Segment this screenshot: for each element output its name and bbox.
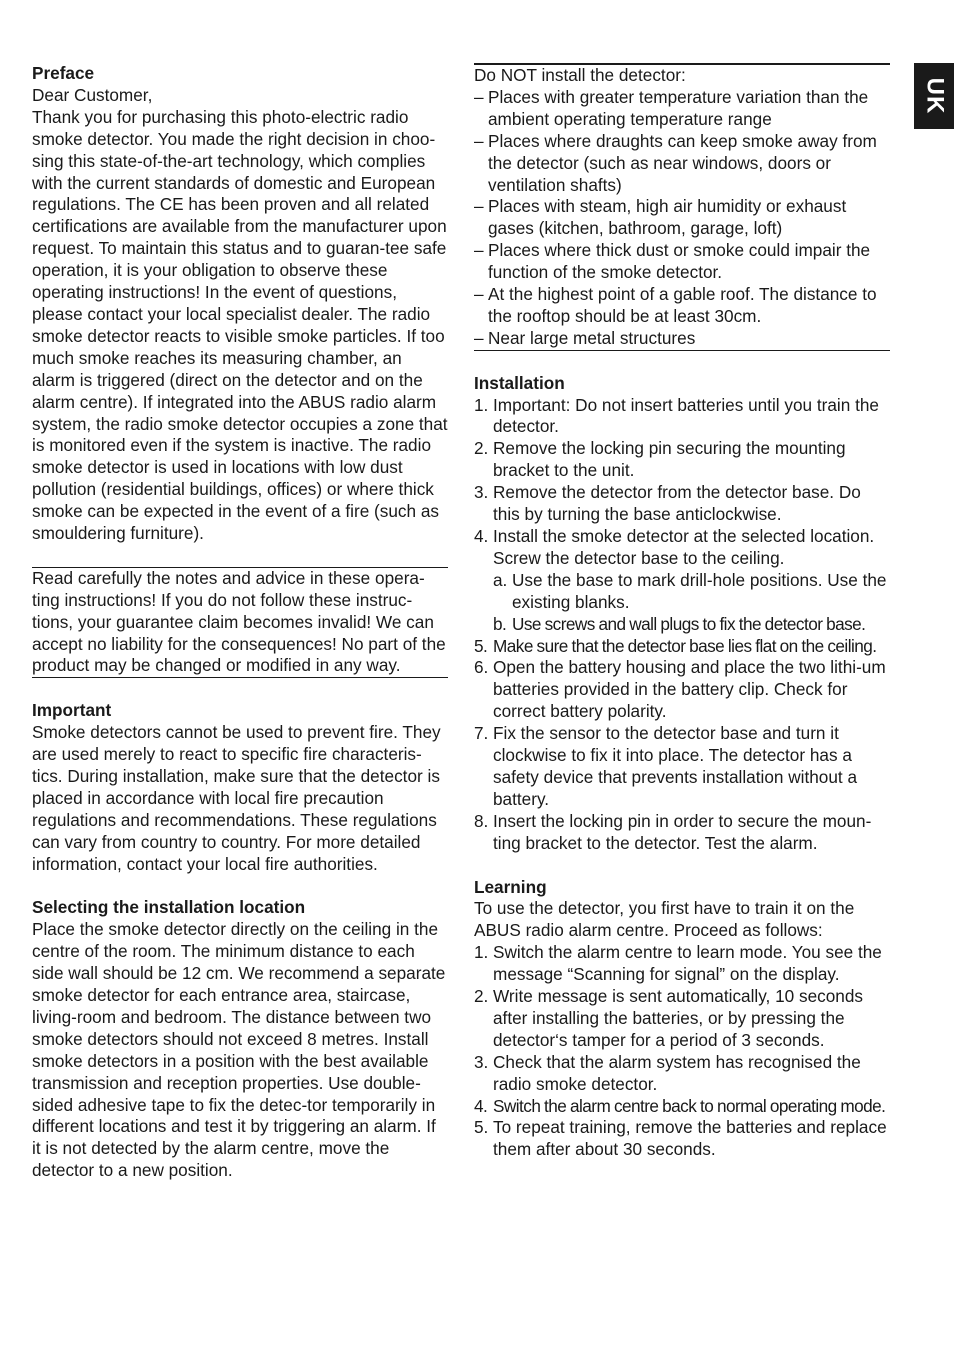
list-item bbox=[474, 328, 890, 350]
substep-text: Use screws and wall plugs to fix the detector base. bbox=[512, 613, 866, 634]
installation-step bbox=[474, 811, 890, 855]
step-text: Switch the alarm centre to learn mode. You see the message “Scanning for signal” on the display. bbox=[493, 942, 882, 985]
learning-heading: Learning bbox=[474, 876, 547, 897]
list-item-text: Places where draughts can keep smoke away from the detector (such as near windows, doors or ventilation shafts) bbox=[488, 130, 877, 195]
location-body: Place the smoke detector directly on the ceiling in the centre of the room. The minimum distance to each side wall should be 12 cm. We recommend a separate smoke detector for each entrance area, staircase, living-room and bedroom. The distance between two smoke detectors should not exceed 8 metres. Install smoke detectors in a position with the best available transmission and reception properties. Use double-sided adhesive tape to fix the detec-tor temporarily in different locations and test it by triggering an alarm. If it is not detected by the alarm centre, move the detector to a new position. bbox=[32, 919, 446, 1181]
step-text: Make sure that the detector base lies flat on the ceiling. bbox=[493, 635, 877, 656]
learning-intro: To use the detector, you first have to train it on the ABUS radio alarm centre. Proceed as follows: bbox=[474, 898, 855, 941]
left-column bbox=[32, 63, 448, 1182]
installation-step bbox=[474, 526, 890, 570]
learning-step bbox=[474, 986, 890, 1052]
notice-box bbox=[32, 567, 448, 679]
step-number: 4. bbox=[474, 526, 489, 547]
important-heading: Important bbox=[32, 700, 112, 721]
list-item-text: Places with steam, high air humidity or exhaust gases (kitchen, bathroom, garage, loft) bbox=[488, 196, 847, 239]
location-heading: Selecting the installation location bbox=[32, 897, 306, 918]
do-not-install-intro: Do NOT install the detector: bbox=[474, 65, 686, 85]
installation-step bbox=[474, 395, 890, 439]
list-item-text: Places with greater temperature variation than the ambient operating temperature range bbox=[488, 86, 869, 129]
step-number: 3. bbox=[474, 1051, 489, 1072]
substep-letter: a. bbox=[493, 569, 508, 590]
step-number: 5. bbox=[474, 1117, 489, 1138]
step-text: Remove the locking pin securing the mounting bracket to the unit. bbox=[493, 438, 846, 481]
step-text: Write message is sent automatically, 10 seconds after installing the batteries, or by pressing the detector‘s tamper for a period of 3 seconds. bbox=[493, 986, 864, 1050]
list-item bbox=[474, 240, 890, 284]
step-number: 4. bbox=[474, 1095, 488, 1116]
step-text: Check that the alarm system has recognised the radio smoke detector. bbox=[493, 1051, 861, 1094]
language-tab bbox=[914, 63, 954, 129]
list-item-text: Near large metal structures bbox=[488, 327, 696, 348]
step-text: To repeat training, remove the batteries and replace them after about 30 seconds. bbox=[493, 1117, 887, 1160]
substep-text: Use the base to mark drill-hole positions. Use the existing blanks. bbox=[512, 569, 887, 612]
preface-heading: Preface bbox=[32, 63, 95, 83]
dash-marker: – bbox=[474, 86, 484, 107]
preface-greeting: Dear Customer, bbox=[32, 84, 153, 105]
step-number: 2. bbox=[474, 438, 489, 459]
installation-step bbox=[474, 636, 890, 658]
learning-step bbox=[474, 942, 890, 986]
installation-substep bbox=[474, 614, 890, 636]
learning-step bbox=[474, 1052, 890, 1096]
step-text: Remove the detector from the detector base. Do this by turning the base anticlockwise. bbox=[493, 482, 861, 525]
do-not-install-box bbox=[474, 63, 890, 351]
substep-letter: b. bbox=[493, 613, 507, 634]
installation-step bbox=[474, 723, 890, 811]
installation-heading: Installation bbox=[474, 372, 565, 393]
list-item bbox=[474, 87, 890, 131]
list-item-text: Places where thick dust or smoke could impair the function of the smoke detector. bbox=[488, 240, 871, 283]
step-number: 1. bbox=[474, 394, 489, 415]
step-number: 2. bbox=[474, 986, 489, 1007]
dash-marker: – bbox=[474, 284, 484, 305]
preface-body: Thank you for purchasing this photo-electric radio smoke detector. You made the right decision in choo-sing this state-of-the-art technology, which complies with the current standards of domestic and European regulations. The CE has been proven and all related certifications are available from the manufacturer upon request. To maintain this status and to guaran-tee safe operation, it is your obligation to observe these operating instructions! In the event of questions, please contact your local specialist dealer. The radio smoke detector reacts to visible smoke particles. If too much smoke reaches its measuring chamber, an alarm is triggered (direct on the detector and on the alarm centre). If integrated into the ABUS radio alarm system, the radio smoke detector occupies a zone that is monitored even if the system is inactive. The radio smoke detector is used in locations with low dust pollution (residential buildings, offices) or where thick smoke can be expected in the event of a fire (such as smouldering furniture). bbox=[32, 106, 448, 544]
step-number: 3. bbox=[474, 482, 489, 503]
step-number: 7. bbox=[474, 723, 489, 744]
dash-marker: – bbox=[474, 327, 484, 348]
step-number: 1. bbox=[474, 942, 489, 963]
step-number: 8. bbox=[474, 810, 489, 831]
list-item bbox=[474, 131, 890, 197]
step-text: Install the smoke detector at the selected location. Screw the detector base to the ceiling. bbox=[493, 526, 875, 568]
dash-marker: – bbox=[474, 130, 484, 151]
step-text: Switch the alarm centre back to normal operating mode. bbox=[493, 1095, 886, 1116]
step-number: 5. bbox=[474, 635, 488, 656]
step-number: 6. bbox=[474, 657, 489, 678]
step-text: Open the battery housing and place the two lithi-um batteries provided in the battery clip. Check for correct battery polarity. bbox=[493, 657, 886, 722]
step-text: Fix the sensor to the detector base and turn it clockwise to fix it into place. The detector has a safety device that prevents installation without a battery. bbox=[493, 723, 858, 809]
notice-text: Read carefully the notes and advice in these opera-ting instructions! If you do not follow these instruc-tions, your guarantee claim becomes invalid! We can accept no liability for the consequences! No part of the product may be changed or modified in any way. bbox=[32, 567, 446, 676]
language-tab-label: UK bbox=[920, 77, 948, 115]
dash-marker: – bbox=[474, 240, 484, 261]
step-text: Insert the locking pin in order to secure the moun-ting bracket to the detector. Test the alarm. bbox=[493, 810, 872, 853]
installation-step bbox=[474, 657, 890, 723]
installation-step bbox=[474, 438, 890, 482]
list-item-text: At the highest point of a gable roof. The distance to the rooftop should be at least 30cm. bbox=[488, 284, 877, 326]
installation-substep bbox=[474, 570, 890, 614]
right-column bbox=[474, 63, 890, 1161]
list-item bbox=[474, 284, 890, 328]
list-item bbox=[474, 196, 890, 240]
dash-marker: – bbox=[474, 196, 484, 217]
learning-step bbox=[474, 1096, 890, 1118]
important-body: Smoke detectors cannot be used to prevent fire. They are used merely to react to specific fire characteris-tics. During installation, make sure that the detector is placed in accordance with local fire precaution regulations and recommendations. These regulations can vary from country to country. For more detailed information, contact your local fire authorities. bbox=[32, 722, 441, 874]
step-text: Important: Do not insert batteries until you train the detector. bbox=[493, 394, 879, 437]
installation-step bbox=[474, 482, 890, 526]
learning-step bbox=[474, 1117, 890, 1161]
